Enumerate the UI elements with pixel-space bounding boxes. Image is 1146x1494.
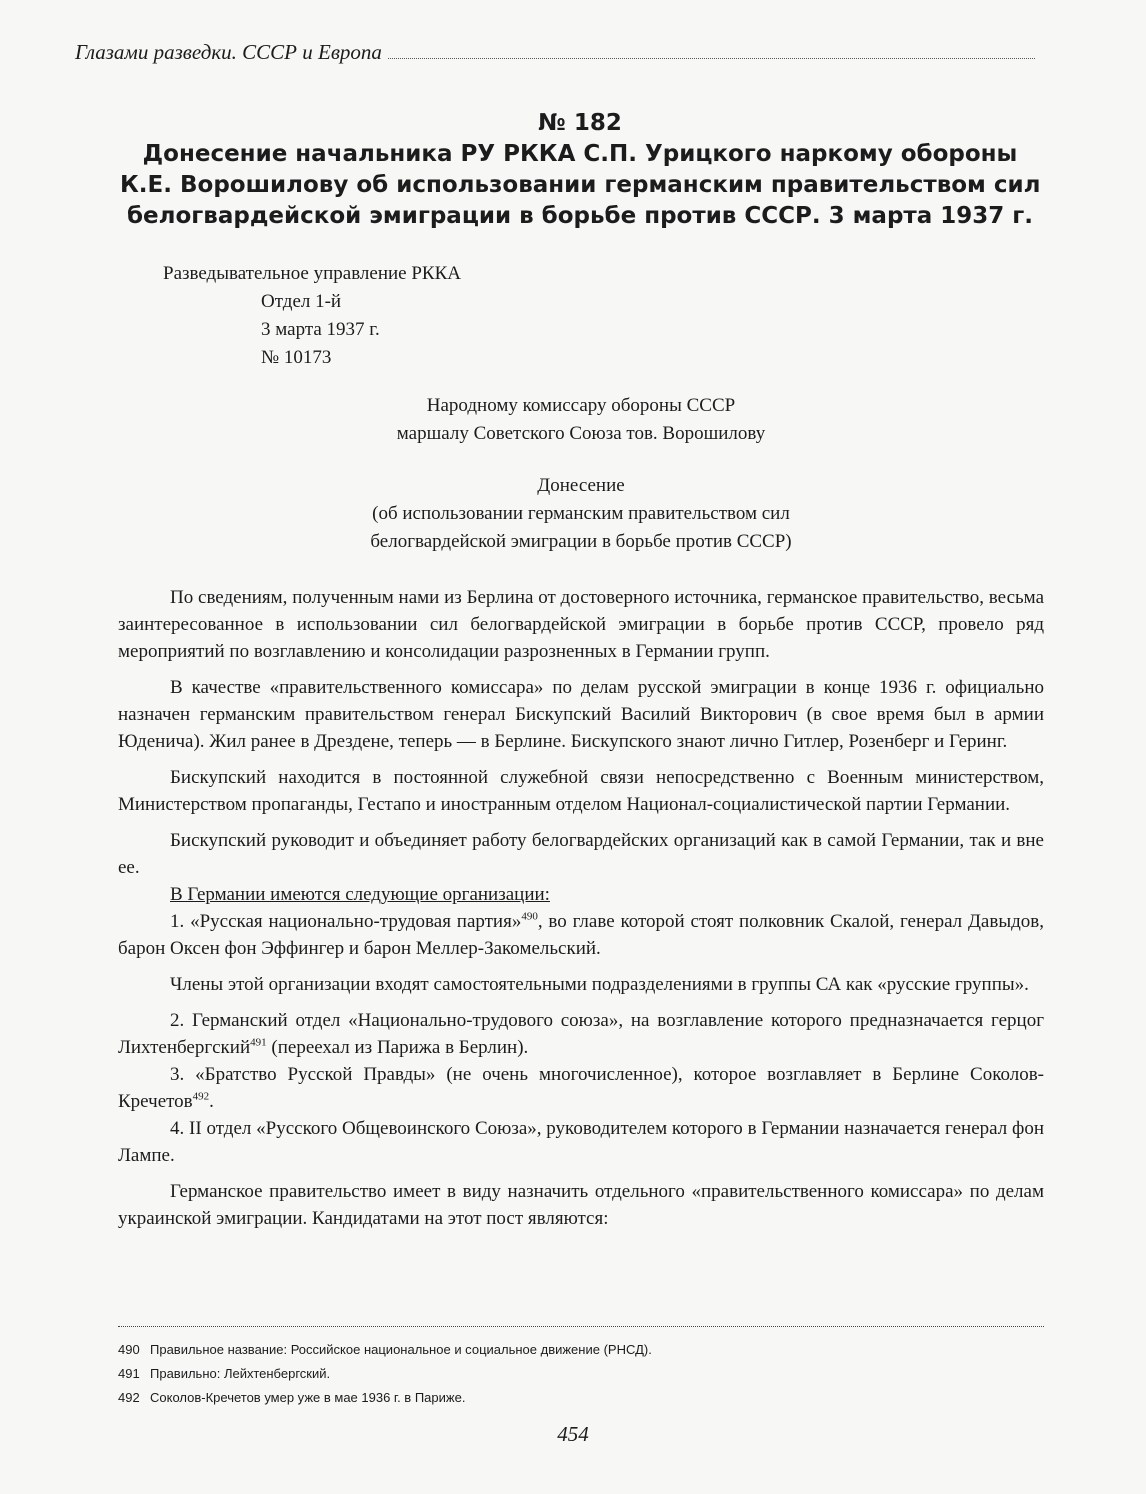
addressee — [118, 392, 1044, 448]
header-date: 3 марта 1937 г. — [261, 319, 380, 340]
organizations-heading: В Германии имеются следующие организации: — [170, 884, 550, 905]
paragraph: Члены этой организации входят самостоятельными подразделениями в группы СА как «русские группы». — [170, 974, 1029, 995]
footnote-number: 491 — [118, 1366, 140, 1381]
footnotes — [118, 1338, 1044, 1410]
report-subtitle-2: белогвардейской эмиграции в борьбе против СССР) — [370, 531, 792, 552]
running-head-title: Глазами разведки. СССР и Европа — [75, 40, 382, 64]
paragraph: Бискупский руководит и объединяет работу белогвардейских организаций как в самой Германии, так и вне ее. — [118, 830, 1044, 878]
report-heading — [118, 472, 1044, 556]
title-line-2: К.Е. Ворошилову об использовании германским правительством сил — [120, 172, 1041, 198]
footnote — [118, 1338, 1044, 1362]
report-word: Донесение — [537, 475, 625, 496]
list-item: 2. Германский отдел «Национально-трудового союза», на возглавление которого предназначается герцог Лихтенбергский$^{491}$ (переехал из Парижа в Берлин). — [118, 1010, 1044, 1058]
header-dept: Отдел 1-й — [261, 291, 342, 312]
paragraph: Германское правительство имеет в виду назначить отдельного «правительственного комиссара» по делам украинской эмиграции. Кандидатами на этот пост являются: — [118, 1181, 1044, 1229]
addressee-line-1: Народному комиссару обороны СССР — [426, 395, 736, 416]
footnote-ref: 490 — [521, 910, 538, 923]
footnote — [118, 1386, 1044, 1410]
addressee-line-2: маршалу Советского Союза тов. Ворошилову — [396, 423, 766, 444]
footnote-text: Правильное название: Российское национальное и социальное движение (РНСД). — [150, 1342, 652, 1357]
title-line-3: белогвардейской эмиграции в борьбе против СССР. 3 марта 1937 г. — [126, 203, 1034, 229]
running-head — [75, 40, 1035, 65]
report-body — [118, 584, 1044, 1241]
footnote-ref: 491 — [250, 1036, 267, 1049]
footnote-text: Правильно: Лейхтенбергский. — [150, 1366, 331, 1381]
list-item: 3. «Братство Русской Правды» (не очень многочисленное), которое возглавляет в Берлине Соколов-Кречетов$^{492}$. — [118, 1064, 1044, 1112]
title-line-1: Донесение начальника РУ РККА С.П. Урицкого наркому обороны — [142, 141, 1018, 167]
footnote-number: 490 — [118, 1342, 140, 1357]
header-ref: № 10173 — [261, 347, 332, 368]
footnote-ref: 492 — [192, 1090, 210, 1103]
footnote-separator — [118, 1326, 1044, 1327]
paragraph: Бискупский находится в постоянной служебной связи непосредственно с Военным министерством, Министерством пропаганды, Гестапо и иностранным отделом Национал-социалистической партии Германии. — [118, 767, 1044, 815]
footnote-text: Соколов-Кречетов умер уже в мае 1936 г. в Париже. — [150, 1390, 466, 1405]
document-title — [120, 108, 1040, 232]
page-number: 454 — [557, 1422, 589, 1446]
footnote — [118, 1362, 1044, 1386]
running-head-rule — [388, 58, 1035, 59]
paragraph: В качестве «правительственного комиссара» по делам русской эмиграции в конце 1936 г. официально назначен германским правительством генерал Бискупский Василий Викторович (в свое время был в армии Юденича). Жил ранее в Дрездене, теперь — в Берлине. Бискупского знают лично Гитлер, Розенберг и Геринг. — [118, 677, 1044, 752]
list-item: 4. II отдел «Русского Общевоинского Союза», руководителем которого в Германии назначается генерал фон Лампе. — [118, 1118, 1044, 1166]
report-subtitle-1: (об использовании германским правительством сил — [372, 503, 790, 524]
header-org: Разведывательное управление РККА — [163, 263, 461, 284]
document-number: № 182 — [538, 110, 622, 136]
list-item: 1. «Русская национально-трудовая партия»$^{490}$, во главе которой стоят полковник Скалой, генерал Давыдов, барон Оксен фон Эффингер и барон Меллер-Закомельский. — [118, 910, 1044, 959]
footnote-number: 492 — [118, 1390, 140, 1405]
paragraph: По сведениям, полученным нами из Берлина от достоверного источника, германское правительство, весьма заинтересованное в использовании сил белогвардейской эмиграции в борьбе против СССР, провело ряд мероприятий по возглавлению и консолидации разрозненных в Германии групп. — [118, 587, 1044, 662]
